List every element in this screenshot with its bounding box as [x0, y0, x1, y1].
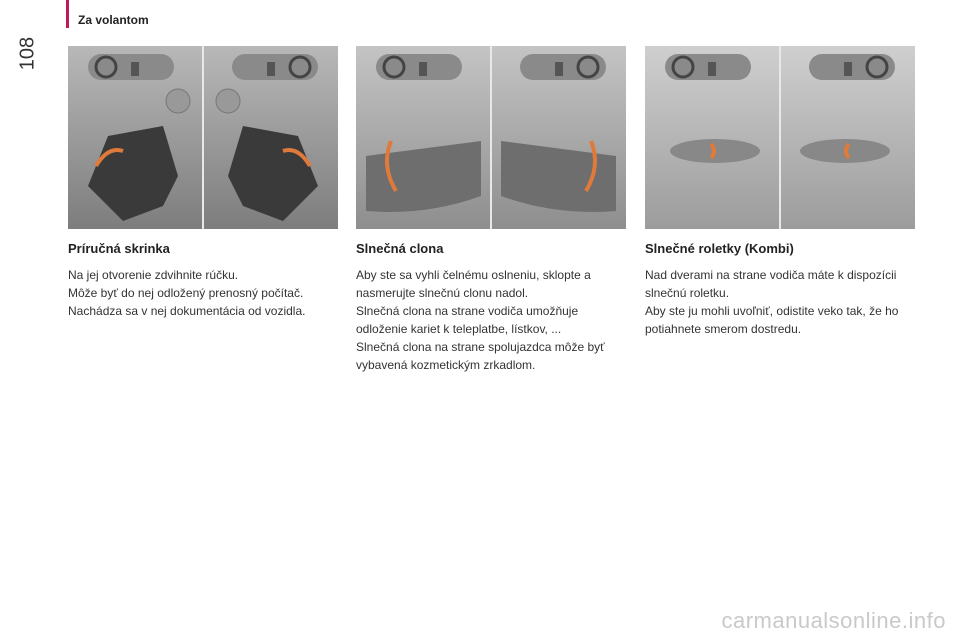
sun-visor-illustration — [356, 46, 626, 229]
sun-blinds-title: Slnečné roletky (Kombi) — [645, 241, 794, 256]
section-title: Za volantom — [78, 13, 149, 27]
glovebox-title: Príručná skrinka — [68, 241, 170, 256]
sun-visor-text-2: Slnečná clona na strane vodiča umožňuje odloženie kariet k teleplatbe, lístkov, ... — [356, 304, 579, 336]
glovebox-text-2: Môže byť do nej odložený prenosný počítač. — [68, 286, 304, 300]
driver-side-icon — [88, 54, 174, 80]
page-number: 108 — [16, 36, 39, 71]
sun-visor-title: Slnečná clona — [356, 241, 444, 256]
sun-visor-text-3: Slnečná clona na strane spolujazdca môže byť vybavená kozmetickým zrkadlom. — [356, 340, 605, 372]
sun-visor-text-1: Aby ste sa vyhli čelnému oslneniu, sklopte a nasmerujte slnečnú clonu nadol. — [356, 268, 591, 300]
section-glovebox — [68, 46, 338, 320]
section-sun-visor — [356, 46, 626, 374]
glovebox-illustration — [68, 46, 338, 229]
passenger-side-icon — [232, 54, 318, 80]
glovebox-text-3: Nachádza sa v nej dokumentácia od vozidla. — [68, 304, 306, 318]
section-sun-blinds — [645, 46, 915, 338]
watermark: carmanualsonline.info — [721, 608, 946, 633]
header-accent-bar — [66, 0, 69, 28]
sun-blinds-illustration — [645, 46, 915, 229]
glovebox-text-1: Na jej otvorenie zdvihnite rúčku. — [68, 268, 239, 282]
sun-blinds-text-1: Nad dverami na strane vodiča máte k dispozícii slnečnú roletku. — [645, 268, 897, 300]
sun-blinds-text-2: Aby ste ju mohli uvoľniť, odistite veko tak, že ho potiahnete smerom dostredu. — [645, 304, 899, 336]
